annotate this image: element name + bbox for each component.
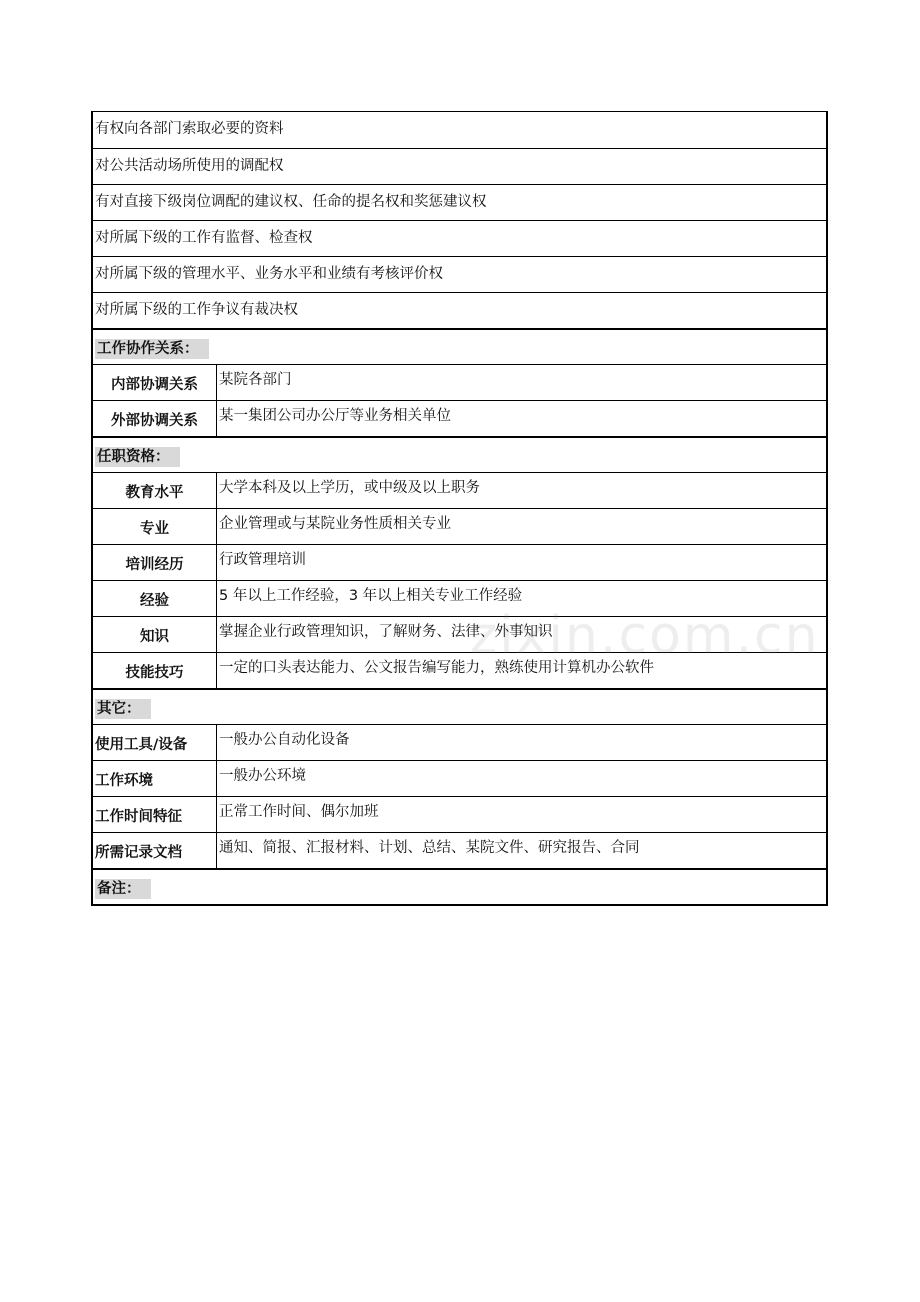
job-description-table: [91, 111, 828, 906]
field-value: 某一集团公司办公厅等业务相关单位: [219, 408, 451, 424]
field-value: 大学本科及以上学历，或中级及以上职务: [219, 480, 480, 496]
field-value: 5 年以上工作经验，3 年以上相关专业工作经验: [219, 588, 523, 604]
field-value: 正常工作时间、偶尔加班: [219, 804, 379, 820]
field-label: 外部协调关系: [93, 401, 217, 436]
field-value: 行政管理培训: [219, 552, 306, 568]
cooperation-row: [93, 400, 826, 436]
right-text: 对公共活动场所使用的调配权: [95, 158, 284, 174]
right-text: 有对直接下级岗位调配的建议权、任命的提名权和奖惩建议权: [95, 194, 487, 210]
right-row: [93, 292, 826, 328]
field-label: 专业: [93, 509, 217, 544]
qualification-row: [93, 508, 826, 544]
field-label: 工作时间特征: [93, 797, 217, 832]
right-text: 对所属下级的工作有监督、检查权: [95, 230, 313, 246]
qualification-row: [93, 616, 826, 652]
field-label: 内部协调关系: [93, 365, 217, 400]
qualification-row: [93, 652, 826, 688]
section-qualifications: [93, 436, 826, 472]
field-label: 经验: [93, 581, 217, 616]
right-row: [93, 256, 826, 292]
field-value: 掌握企业行政管理知识，了解财务、法律、外事知识: [219, 624, 553, 640]
field-value: 企业管理或与某院业务性质相关专业: [219, 516, 451, 532]
right-text: 对所属下级的管理水平、业务水平和业绩有考核评价权: [95, 266, 443, 282]
section-header: 任职资格：: [95, 447, 180, 467]
qualification-row: [93, 472, 826, 508]
field-label: 技能技巧: [93, 653, 217, 688]
cooperation-row: [93, 364, 826, 400]
other-row: [93, 724, 826, 760]
field-label: 培训经历: [93, 545, 217, 580]
field-value: 通知、简报、汇报材料、计划、总结、某院文件、研究报告、合同: [219, 840, 640, 856]
right-text: 对所属下级的工作争议有裁决权: [95, 302, 298, 318]
other-row: [93, 760, 826, 796]
section-remarks: [93, 868, 826, 904]
right-row: [93, 112, 826, 148]
watermark: zixin.com.cn: [470, 606, 820, 666]
right-row: [93, 184, 826, 220]
field-label: 知识: [93, 617, 217, 652]
field-value: 一般办公自动化设备: [219, 732, 350, 748]
right-row: [93, 148, 826, 184]
section-header: 备注：: [95, 879, 151, 899]
qualification-row: [93, 544, 826, 580]
field-label: 教育水平: [93, 473, 217, 508]
field-label: 所需记录文档: [93, 833, 217, 868]
section-other: [93, 688, 826, 724]
field-value: 一定的口头表达能力、公文报告编写能力，熟练使用计算机办公软件: [219, 660, 654, 676]
other-row: [93, 796, 826, 832]
section-header: 工作协作关系：: [95, 339, 209, 359]
field-value: 某院各部门: [219, 372, 292, 388]
other-row: [93, 832, 826, 868]
qualification-row: [93, 580, 826, 616]
right-row: [93, 220, 826, 256]
right-text: 有权向各部门索取必要的资料: [95, 121, 284, 137]
field-label: 工作环境: [93, 761, 217, 796]
section-cooperation: [93, 328, 826, 364]
field-value: 一般办公环境: [219, 768, 306, 784]
section-header: 其它：: [95, 699, 151, 719]
field-label: 使用工具/设备: [93, 725, 217, 760]
